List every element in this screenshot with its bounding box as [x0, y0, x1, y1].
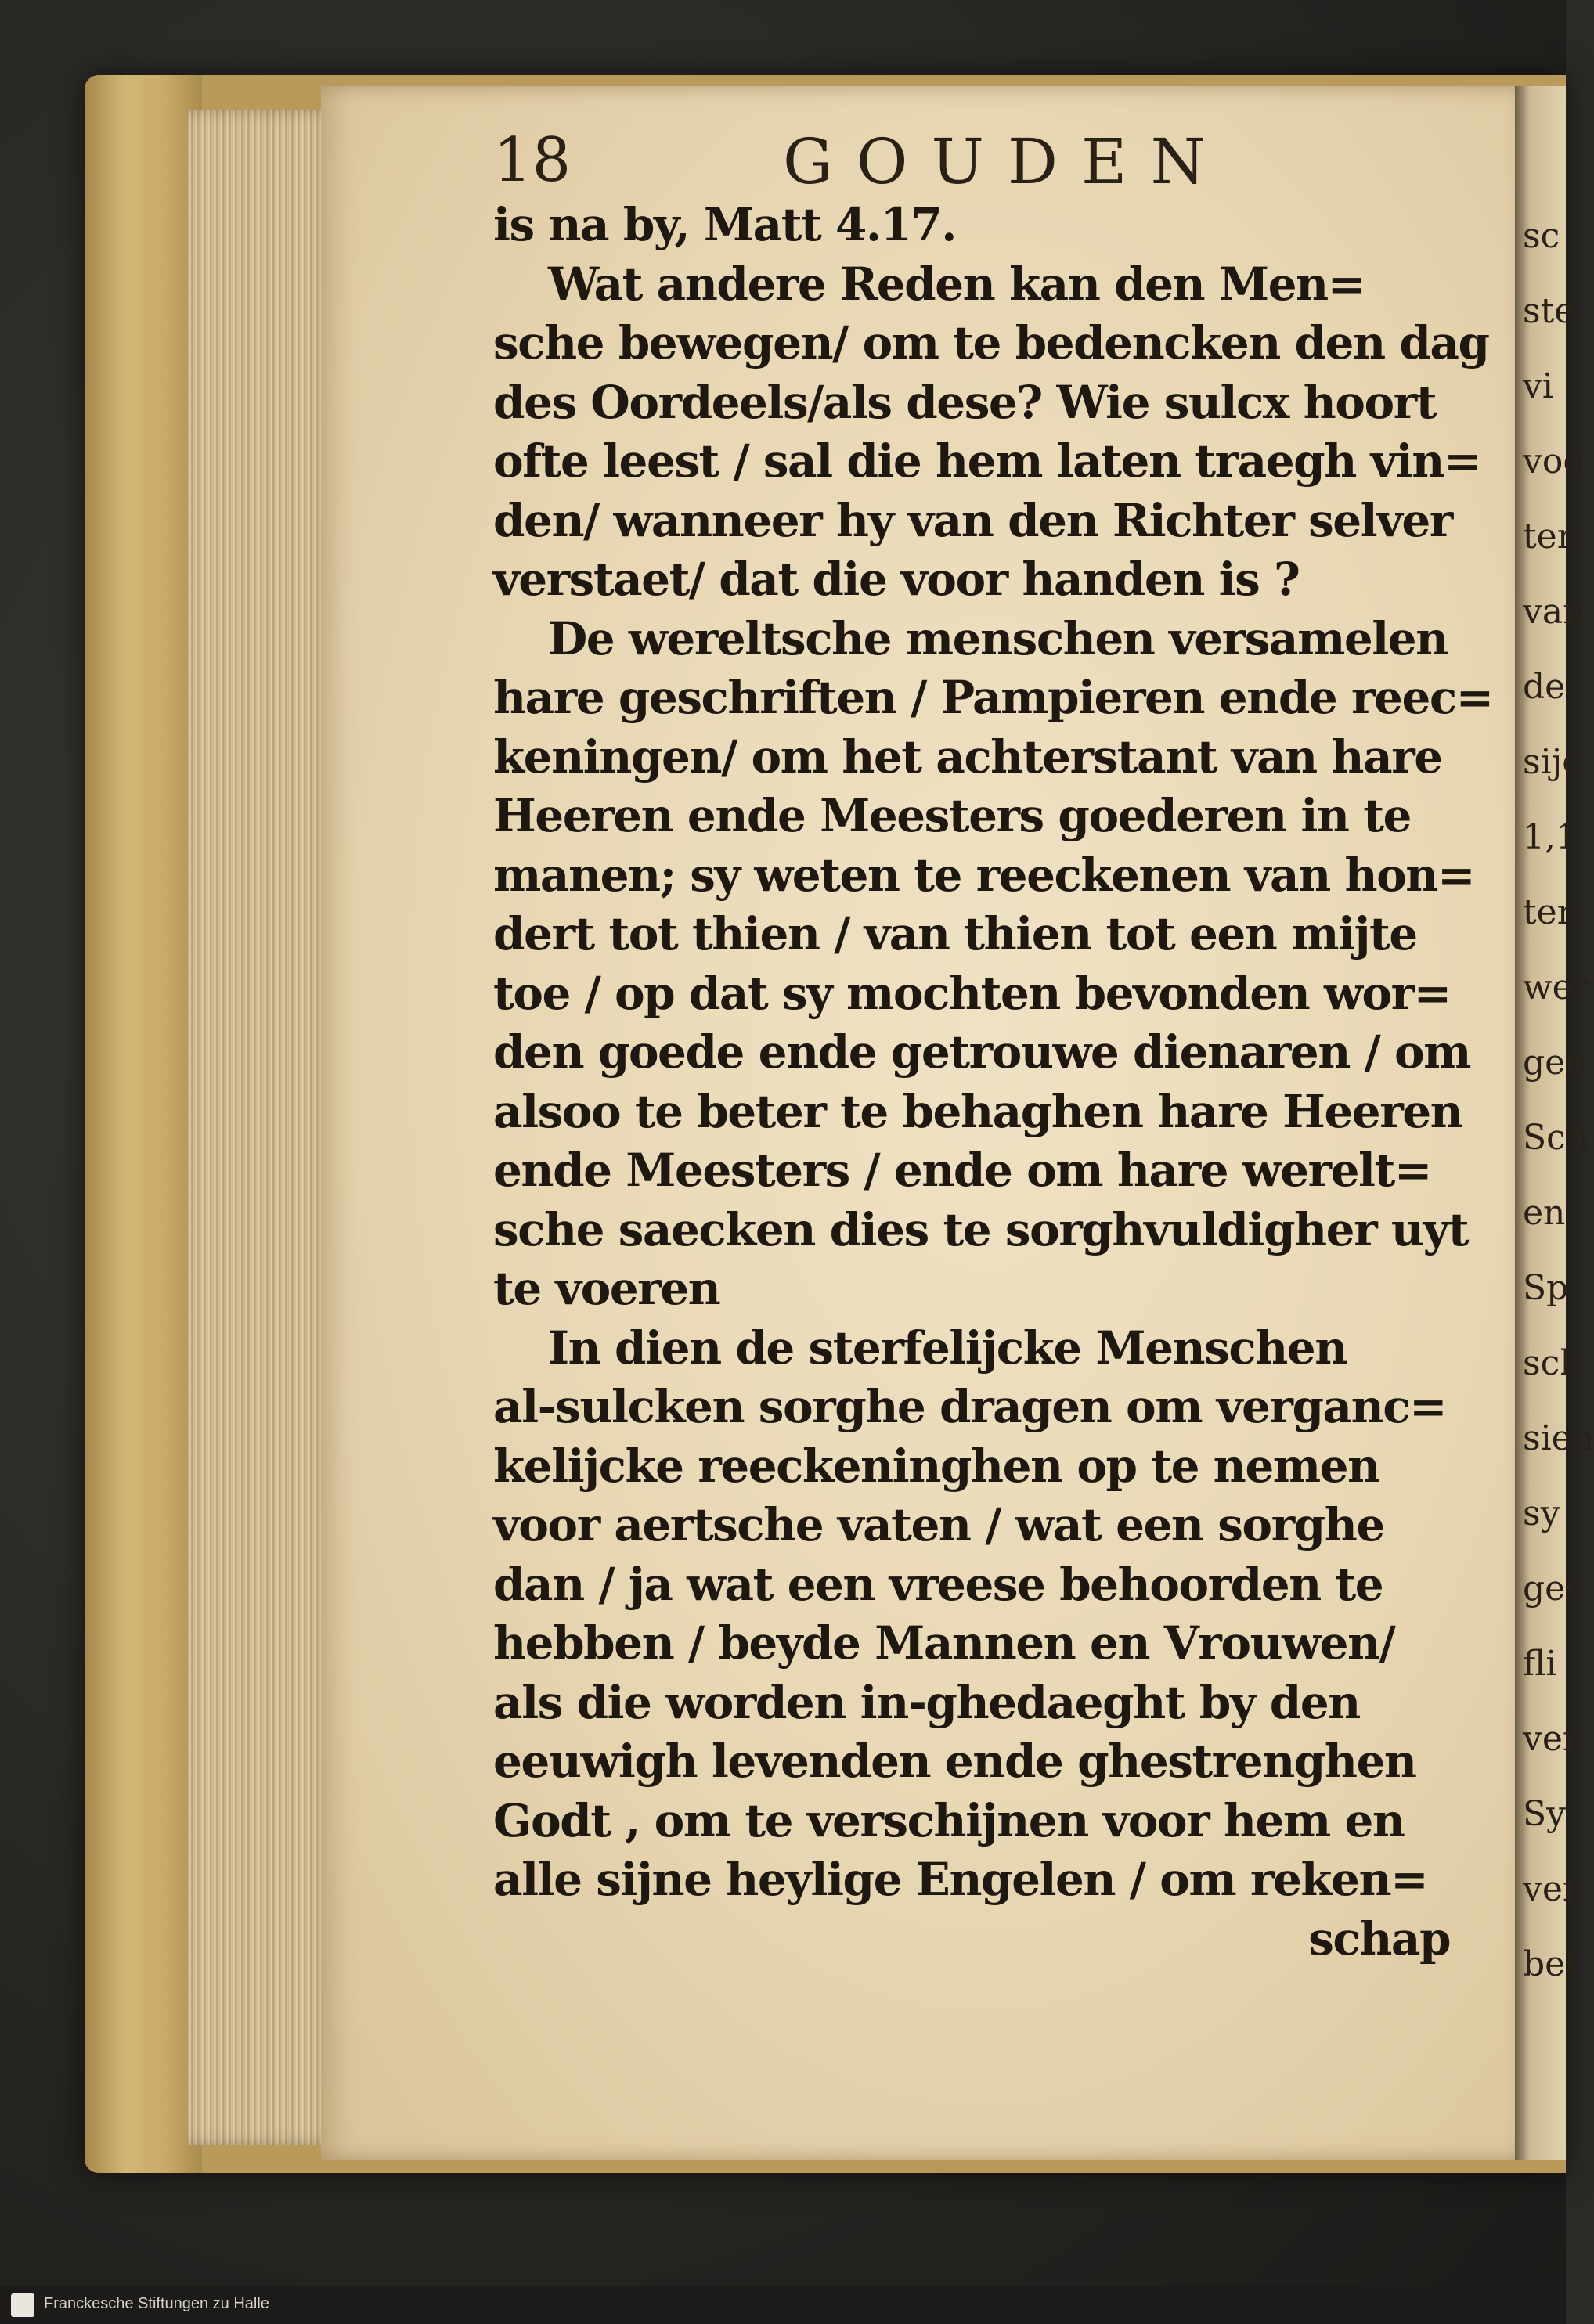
text-line: verstaet/ dat die voor handen is ? — [493, 553, 1300, 606]
next-page-fragment: sijc — [1523, 742, 1581, 782]
text-line: den goede ende getrouwe dienaren / om — [493, 1025, 1470, 1079]
text-line: keningen/ om het achterstant van hare — [493, 730, 1442, 784]
text-line: kelijcke reeckeninghen op te nemen — [493, 1439, 1379, 1493]
next-page-fragment: ste — [1523, 291, 1575, 331]
text-line: alle sijne heylige Engelen / om reken= — [493, 1853, 1428, 1906]
text-line: sche bewegen/ om te bedencken den dag — [493, 316, 1489, 369]
institution-logo-icon — [11, 2293, 34, 2317]
text-line: alsoo te beter te behaghen hare Heeren — [493, 1084, 1462, 1138]
text-line: als die worden in-ghedaeght by den — [493, 1675, 1360, 1729]
next-page-fragment: sc — [1523, 216, 1560, 256]
catchword: schap — [1308, 1911, 1450, 1965]
text-line: toe / op dat sy mochten bevonden wor= — [493, 966, 1451, 1020]
next-page-fragment: sch — [1523, 1343, 1582, 1383]
body-text — [493, 196, 1493, 1969]
text-line: sche saecken dies te sorghvuldigher uyt — [493, 1202, 1468, 1256]
text-line: is na by, Matt 4.17. — [493, 198, 956, 251]
text-line: De wereltsche menschen versamelen — [548, 611, 1448, 665]
text-line: dan / ja wat een vreese behoorden te — [493, 1557, 1383, 1611]
next-page-fragment: ver — [1523, 1869, 1579, 1909]
next-page-fragment: ges — [1523, 1569, 1583, 1609]
next-page-fragment: 1,1 — [1523, 817, 1578, 857]
footer-bar — [0, 2286, 1566, 2324]
text-line: Wat andere Reden kan den Men= — [548, 257, 1365, 311]
text-line: voor aertsche vaten / wat een sorghe — [493, 1498, 1384, 1551]
next-page-fragment: voo — [1523, 441, 1584, 481]
next-page-fragment: vi — [1523, 366, 1553, 406]
page-header — [493, 125, 1511, 196]
text-line: te voeren — [493, 1262, 720, 1315]
text-line: Heeren ende Meesters goederen in te — [493, 789, 1411, 842]
text-line: Godt , om te verschijnen voor hem en — [493, 1793, 1405, 1847]
next-page-fragment: en — [1523, 1193, 1566, 1233]
next-page-fragment: Sy — [1523, 1794, 1566, 1834]
next-page-fragment: de — [1523, 667, 1566, 707]
next-page-fragment: sy — [1523, 1493, 1560, 1533]
next-page-fragment: ver — [1523, 1719, 1579, 1759]
text-line: des Oordeels/als dese? Wie sulcx hoort — [493, 375, 1437, 429]
running-title: GOUDEN — [783, 125, 1229, 198]
next-page-fragment: gee — [1523, 1043, 1586, 1083]
text-line: al-sulcken sorghe dragen om verganc= — [493, 1380, 1447, 1433]
text-line: dert tot thien / van thien tot een mijte — [493, 907, 1417, 960]
next-page-fragment: Sch — [1523, 1118, 1589, 1158]
text-line: ende Meesters / ende om hare werelt= — [493, 1144, 1431, 1197]
next-page-fragment: wer — [1523, 967, 1589, 1007]
text-line: manen; sy weten te reeckenen van hon= — [493, 848, 1475, 902]
next-page-fragment: fli — [1523, 1644, 1557, 1684]
text-line: hebben / beyde Mannen en Vrouwen/ — [493, 1616, 1395, 1670]
book-spine — [85, 75, 202, 2173]
text-line: ofte leest / sal die hem laten traegh vin= — [493, 434, 1481, 488]
text-line: den/ wanneer hy van den Richter selver — [493, 493, 1452, 547]
next-page-fragment: Sp — [1523, 1268, 1569, 1308]
page-number: 18 — [493, 125, 572, 196]
text-line: hare geschriften / Pampieren ende reec= — [493, 671, 1493, 724]
footer-label: Franckesche Stiftungen zu Halle — [44, 2295, 269, 2312]
text-line: In dien de sterfelijcke Menschen — [548, 1321, 1347, 1375]
text-line: eeuwigh levenden ende ghestrenghen — [493, 1735, 1416, 1788]
next-page-fragment: bet — [1523, 1944, 1579, 1984]
next-page-fragment: sien — [1523, 1418, 1594, 1458]
next-page-fragment: ten — [1523, 892, 1580, 932]
next-page-edge — [1515, 86, 1594, 2160]
next-page-fragment: van — [1523, 592, 1585, 632]
next-page-fragment: ten — [1523, 517, 1580, 557]
